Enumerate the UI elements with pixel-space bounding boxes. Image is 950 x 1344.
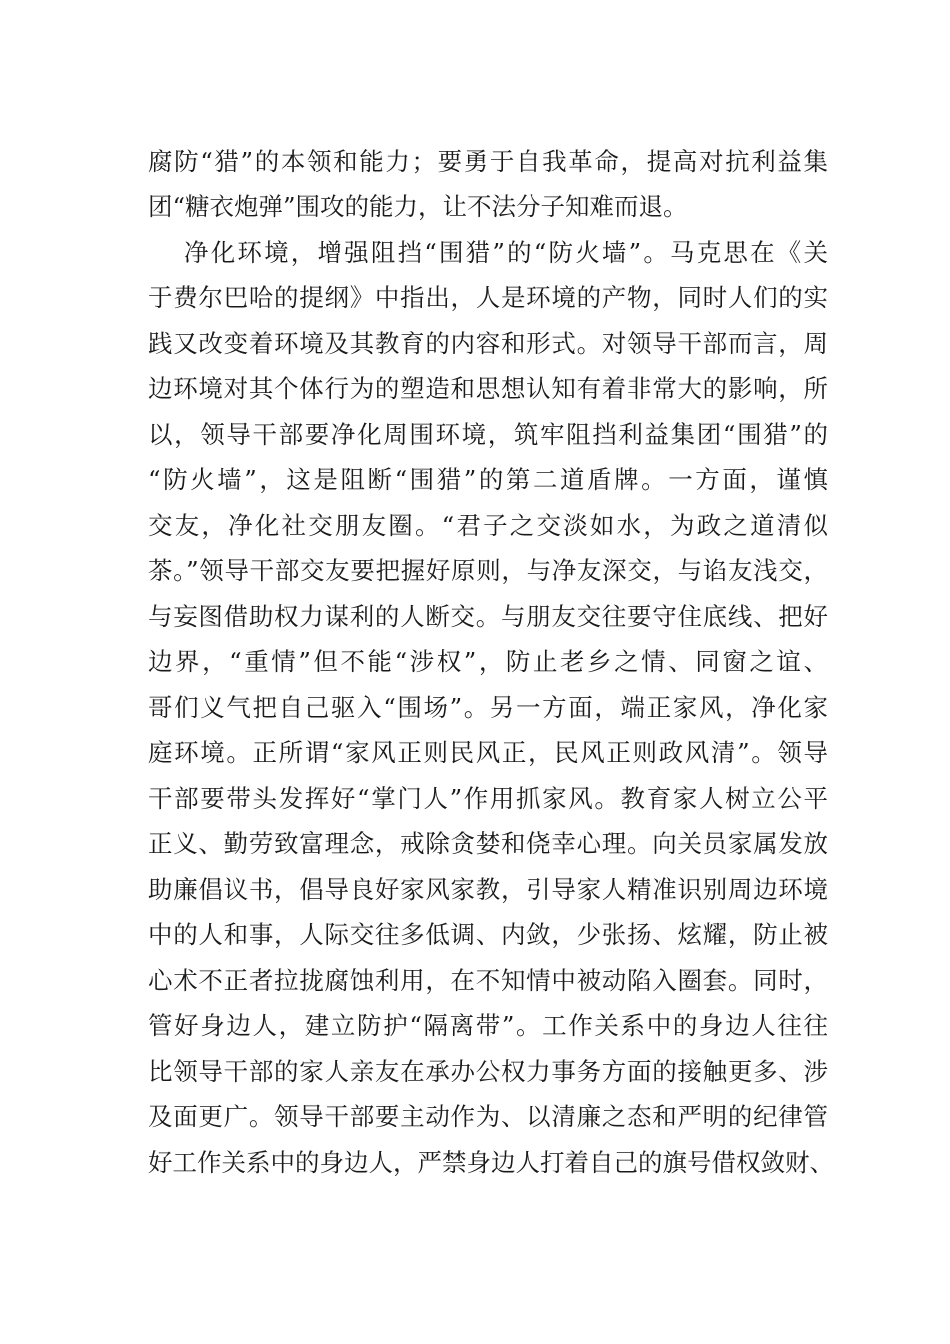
text-line: 与妄图借助权力谋利的人断交。与朋友交往要守住底线、把好 [148, 602, 828, 631]
text-line: 践又改变着环境及其教育的内容和形式。对领导干部而言，周 [148, 329, 828, 358]
text-line: 以，领导干部要净化周围环境，筑牢阻挡利益集团“围猎”的 [148, 420, 828, 449]
text-line: 助廉倡议书，倡导良好家风家教，引导家人精准识别周边环境 [148, 875, 828, 904]
text-line: 管好身边人，建立防护“隔离带”。工作关系中的身边人往往 [148, 1011, 828, 1040]
text-line: 团“糖衣炮弹”围攻的能力，让不法分子知难而退。 [148, 192, 688, 221]
text-line: 边界，“重情”但不能“涉权”，防止老乡之情、同窗之谊、 [148, 647, 828, 676]
text-line: 及面更广。领导干部要主动作为、以清廉之态和严明的纪律管 [148, 1102, 828, 1131]
text-line: 正义、勤劳致富理念，戒除贪婪和侥幸心理。向关员家属发放 [148, 829, 828, 858]
text-line: 干部要带头发挥好“掌门人”作用抓家风。教育家人树立公平 [148, 784, 828, 813]
text-line: 中的人和事，人际交往多低调、内敛，少张扬、炫耀，防止被 [148, 920, 828, 949]
text-line: 腐防“猎”的本领和能力；要勇于自我革命，提高对抗利益集 [148, 147, 828, 176]
text-line: 净化环境，增强阻挡“围猎”的“防火墙”。马克思在《关 [184, 238, 828, 267]
text-line: 交友，净化社交朋友圈。“君子之交淡如水，为政之道清似 [148, 511, 828, 540]
text-line: 茶。”领导干部交友要把握好原则，与净友深交，与谄友浅交， [148, 556, 828, 585]
text-line: 边环境对其个体行为的塑造和思想认知有着非常大的影响，所 [148, 374, 828, 403]
text-line: 心术不正者拉拢腐蚀利用，在不知情中被动陷入圈套。同时， [148, 966, 828, 995]
text-line: 庭环境。正所谓“家风正则民风正，民风正则政风清”。领导 [148, 738, 828, 767]
text-line: 比领导干部的家人亲友在承办公权力事务方面的接触更多、涉 [148, 1057, 828, 1086]
text-line: 哥们义气把自己驱入“围场”。另一方面，端正家风，净化家 [148, 693, 828, 722]
text-line: “防火墙”，这是阻断“围猎”的第二道盾牌。一方面，谨慎 [148, 465, 828, 494]
text-line: 于费尔巴哈的提纲》中指出，人是环境的产物，同时人们的实 [148, 283, 828, 312]
text-line: 好工作关系中的身边人，严禁身边人打着自己的旗号借权敛财、 [148, 1148, 834, 1177]
